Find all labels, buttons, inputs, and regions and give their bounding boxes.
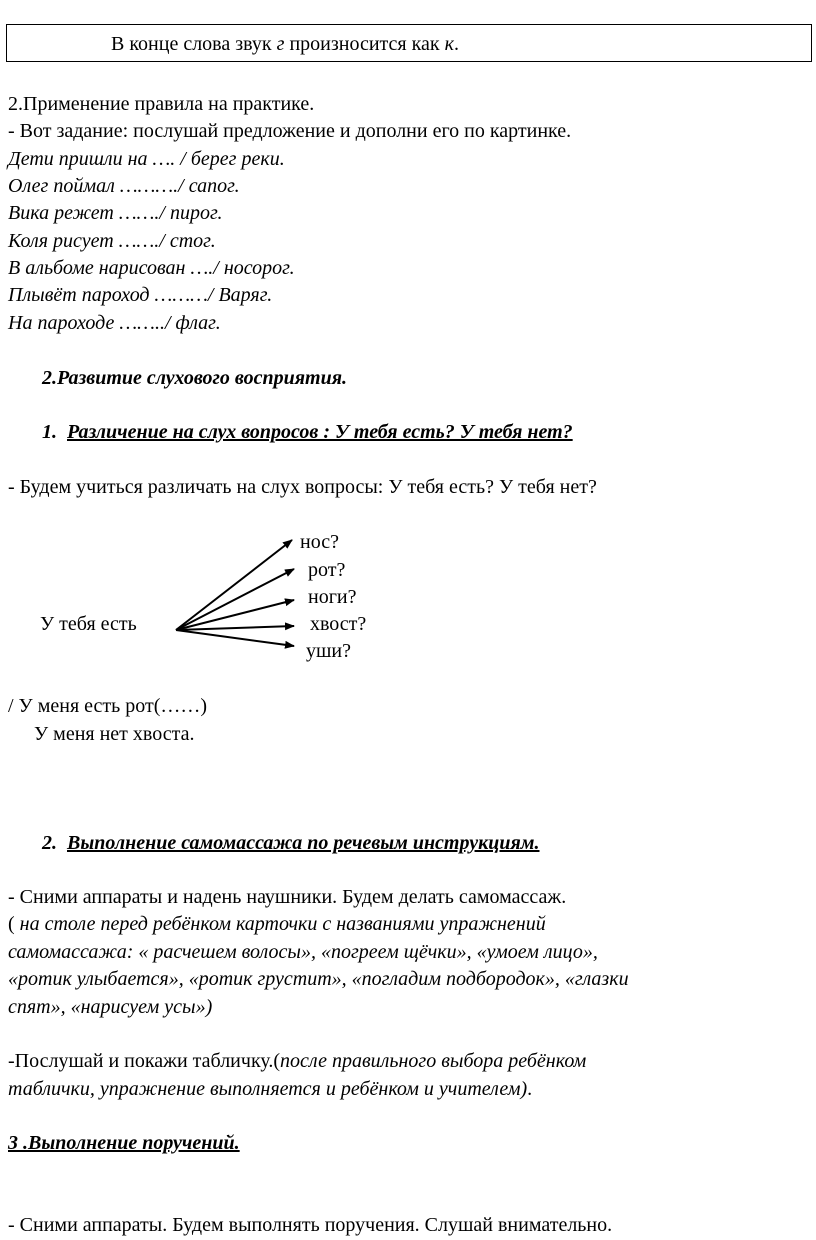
arrow-nogi — [176, 600, 294, 630]
sentence: Олег поймал ………./ сапог. — [8, 175, 240, 197]
answer-line: / У меня есть рот(……) — [8, 695, 208, 717]
diagram-source: У тебя есть — [40, 613, 137, 635]
sentence: Вика режет ……./ пирог. — [8, 202, 223, 224]
rule-text: В конце слова звук г произносится как к. — [111, 33, 459, 55]
arrow-nos — [176, 540, 292, 630]
massage-instruction: - Сними аппараты и надень наушники. Будем делать самомассаж. — [8, 886, 567, 908]
diagram-target: нос? — [300, 531, 339, 553]
arrow-rot — [176, 569, 294, 630]
arrow-ushi — [176, 630, 294, 646]
diagram-target: хвост? — [310, 613, 367, 635]
massage-note: спят», «нарисуем усы») — [8, 996, 213, 1018]
section-3-title: 3 .Выполнение поручений. — [8, 1132, 240, 1154]
sentence: Дети пришли на …. / берег реки. — [8, 148, 285, 170]
arrow-hvost — [176, 626, 294, 630]
table-task: -Послушай и покажи табличку.(после правильного выбора ребёнком — [8, 1050, 587, 1072]
massage-note: «ротик улыбается», «ротик грустит», «погладим подбородок», «глазки — [8, 968, 629, 990]
sentence: В альбоме нарисован …./ носорог. — [8, 257, 295, 279]
subsection-1-heading: 1. Различение на слух вопросов : У тебя есть? У тебя нет? — [42, 421, 573, 443]
section-practice-title: 2.Применение правила на практике. — [8, 93, 315, 115]
practice-task: - Вот задание: послушай предложение и дополни его по картинке. — [8, 120, 572, 142]
subsection-1-instruction: - Будем учиться различать на слух вопросы: У тебя есть? У тебя нет? — [8, 476, 597, 498]
sentence: На пароходе ……../ флаг. — [8, 312, 221, 334]
answer-line: У меня нет хвоста. — [34, 723, 195, 745]
section-hearing-title: 2.Развитие слухового восприятия. — [42, 367, 347, 389]
diagram-target: рот? — [308, 559, 346, 581]
massage-note: ( на столе перед ребёнком карточки с названиями упражнений — [8, 913, 546, 935]
sentence: Плывёт пароход ………/ Варяг. — [8, 284, 273, 306]
diagram-target: ноги? — [308, 586, 357, 608]
final-instruction: - Сними аппараты. Будем выполнять поручения. Слушай внимательно. — [8, 1214, 613, 1236]
sentence: Коля рисует ……./ стог. — [8, 230, 216, 252]
massage-note: самомассажа: « расчешем волосы», «погреем щёчки», «умоем лицо», — [8, 941, 598, 963]
subsection-2-heading: 2. Выполнение самомассажа по речевым инструкциям. — [42, 832, 540, 854]
table-task: таблички, упражнение выполняется и ребёнком и учителем). — [8, 1078, 533, 1100]
diagram-target: уши? — [306, 640, 351, 662]
